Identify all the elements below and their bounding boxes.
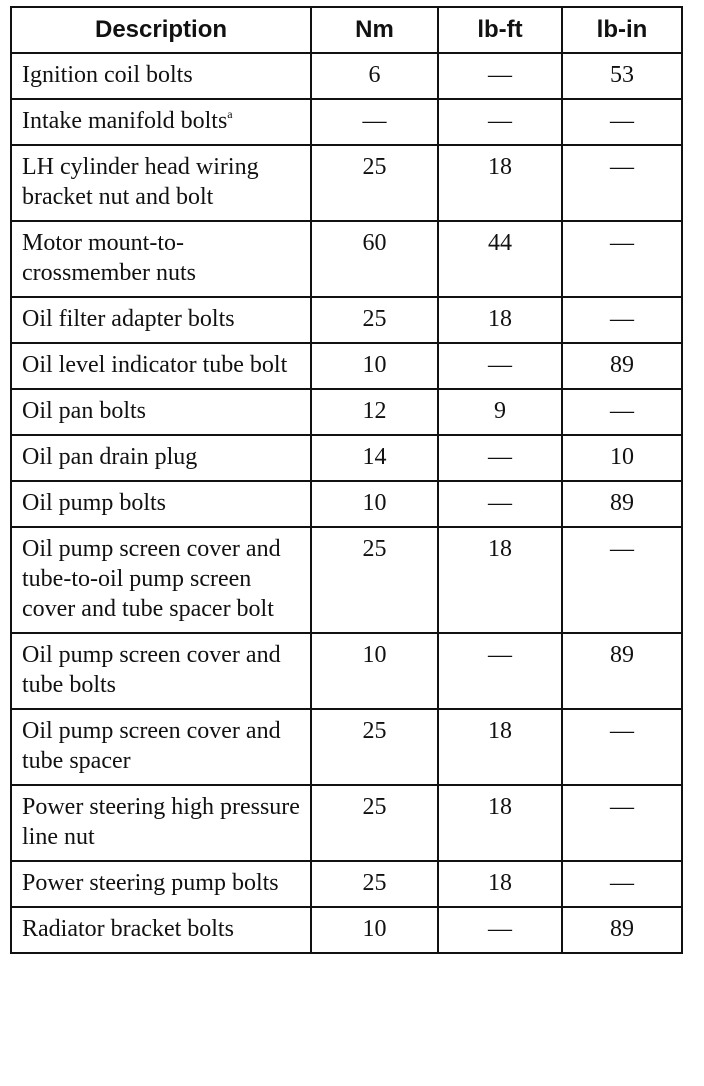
lbft-cell: 18	[438, 145, 562, 221]
lbft-cell: —	[438, 633, 562, 709]
nm-cell: 25	[311, 861, 438, 907]
lbin-cell: —	[562, 527, 682, 633]
table-row	[11, 53, 682, 99]
lbin-cell: —	[562, 99, 682, 145]
table-body	[11, 53, 682, 953]
nm-cell: 6	[311, 53, 438, 99]
table-row	[11, 221, 682, 297]
description-cell: Oil pump screen cover and tube spacer	[11, 709, 311, 785]
lbin-cell: 89	[562, 481, 682, 527]
description-cell: Oil pump screen cover and tube-to-oil pump screen cover and tube spacer bolt	[11, 527, 311, 633]
lbft-cell: —	[438, 99, 562, 145]
nm-cell: 10	[311, 633, 438, 709]
lbin-cell: —	[562, 861, 682, 907]
lbin-cell: 89	[562, 907, 682, 953]
lbft-cell: 18	[438, 785, 562, 861]
header-lbin: lb-in	[562, 7, 682, 53]
table-row	[11, 297, 682, 343]
description-cell: Oil level indicator tube bolt	[11, 343, 311, 389]
nm-cell: 14	[311, 435, 438, 481]
table-row	[11, 99, 682, 145]
description-cell: LH cylinder head wiring bracket nut and bolt	[11, 145, 311, 221]
nm-cell: 12	[311, 389, 438, 435]
description-cell: Motor mount-to-crossmember nuts	[11, 221, 311, 297]
lbft-cell: —	[438, 481, 562, 527]
nm-cell: 60	[311, 221, 438, 297]
nm-cell: —	[311, 99, 438, 145]
lbft-cell: 44	[438, 221, 562, 297]
description-cell: Oil pump screen cover and tube bolts	[11, 633, 311, 709]
lbft-cell: —	[438, 907, 562, 953]
nm-cell: 10	[311, 481, 438, 527]
header-row	[11, 7, 682, 53]
lbft-cell: 18	[438, 527, 562, 633]
lbin-cell: 89	[562, 633, 682, 709]
header-nm: Nm	[311, 7, 438, 53]
header-lbft: lb-ft	[438, 7, 562, 53]
torque-specifications-table	[10, 6, 683, 954]
description-cell: Oil pan bolts	[11, 389, 311, 435]
table-row	[11, 709, 682, 785]
table-row	[11, 343, 682, 389]
nm-cell: 10	[311, 907, 438, 953]
description-cell: Intake manifold bolts$^a$	[11, 99, 311, 145]
nm-cell: 25	[311, 527, 438, 633]
lbft-cell: 18	[438, 297, 562, 343]
lbin-cell: 10	[562, 435, 682, 481]
lbin-cell: —	[562, 709, 682, 785]
lbft-cell: —	[438, 435, 562, 481]
lbft-cell: 9	[438, 389, 562, 435]
lbin-cell: —	[562, 297, 682, 343]
lbin-cell: —	[562, 145, 682, 221]
lbin-cell: —	[562, 785, 682, 861]
nm-cell: 10	[311, 343, 438, 389]
lbin-cell: —	[562, 389, 682, 435]
nm-cell: 25	[311, 145, 438, 221]
table-row	[11, 527, 682, 633]
table-row	[11, 861, 682, 907]
description-cell: Power steering high pressure line nut	[11, 785, 311, 861]
nm-cell: 25	[311, 785, 438, 861]
table-row	[11, 389, 682, 435]
table-row	[11, 145, 682, 221]
description-cell: Oil filter adapter bolts	[11, 297, 311, 343]
table-row	[11, 785, 682, 861]
lbft-cell: 18	[438, 709, 562, 785]
description-cell: Radiator bracket bolts	[11, 907, 311, 953]
description-cell: Ignition coil bolts	[11, 53, 311, 99]
description-cell: Power steering pump bolts	[11, 861, 311, 907]
table-row	[11, 481, 682, 527]
lbft-cell: 18	[438, 861, 562, 907]
table-row	[11, 435, 682, 481]
lbft-cell: —	[438, 53, 562, 99]
lbft-cell: —	[438, 343, 562, 389]
table-row	[11, 633, 682, 709]
description-cell: Oil pan drain plug	[11, 435, 311, 481]
lbin-cell: —	[562, 221, 682, 297]
nm-cell: 25	[311, 297, 438, 343]
nm-cell: 25	[311, 709, 438, 785]
lbin-cell: 89	[562, 343, 682, 389]
description-cell: Oil pump bolts	[11, 481, 311, 527]
table-row	[11, 907, 682, 953]
header-description: Description	[11, 7, 311, 53]
lbin-cell: 53	[562, 53, 682, 99]
footnote-marker: a	[227, 107, 233, 121]
